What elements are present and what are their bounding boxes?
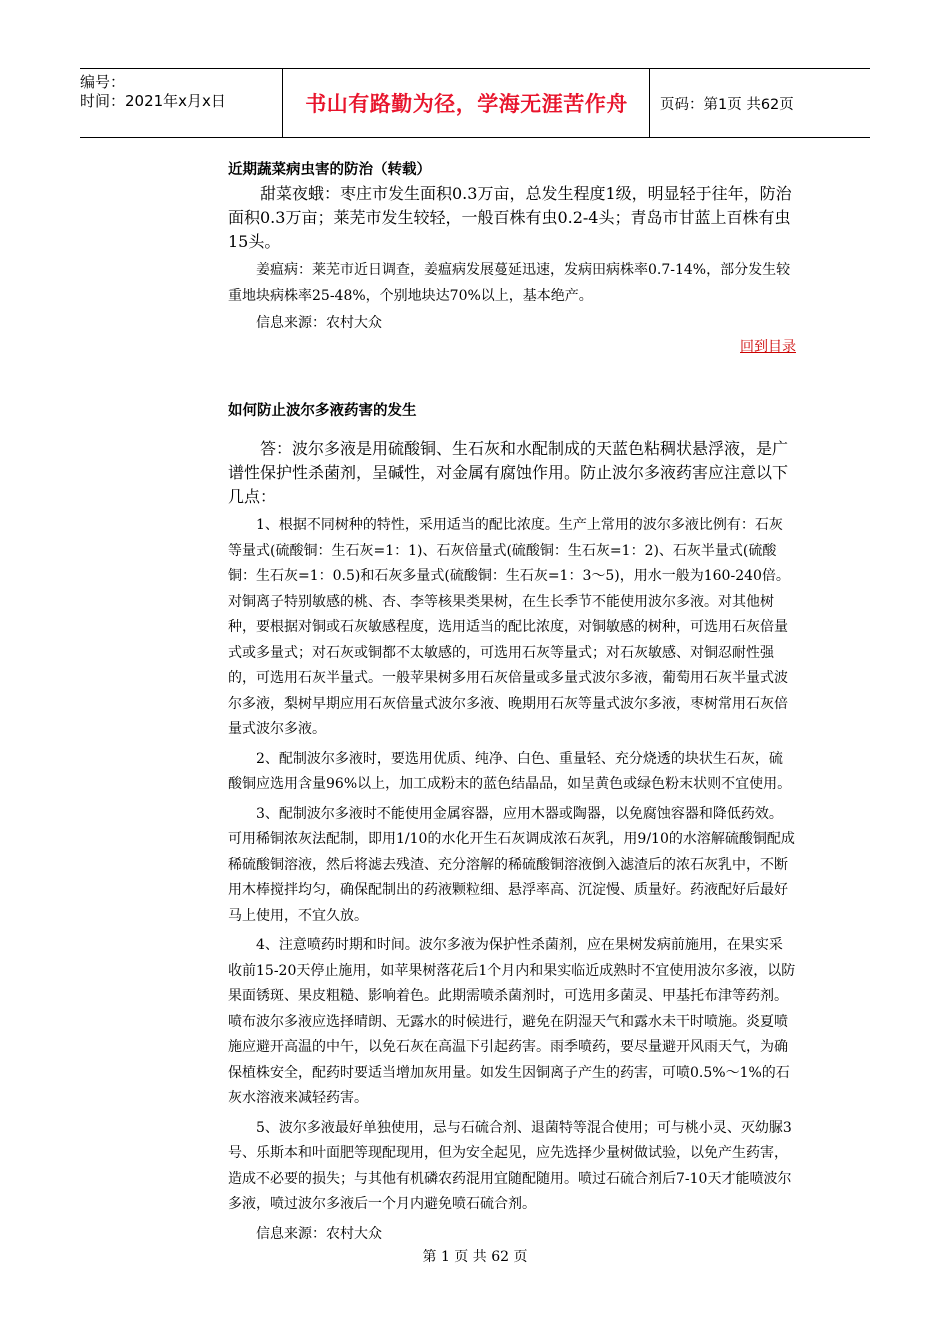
document-body	[228, 158, 796, 1246]
paragraph: 2、配制波尔多液时，要选用优质、纯净、白色、重量轻、充分烧透的块状生石灰，硫酸铜应选用含量96%以上，加工成粉末的蓝色结晶品，如呈黄色或绿色粉末状则不宜使用。	[228, 750, 792, 792]
paragraph: 1、根据不同树种的特性，采用适当的配比浓度。生产上常用的波尔多液比例有：石灰等量式(硫酸铜：生石灰=1：1)、石灰倍量式(硫酸铜：生石灰=1：2)、石灰半量式(硫酸铜：生石灰=1：0.5)和石灰多量式(硫酸铜：生石灰=1：3～5)，用水一般为160-240倍。对铜离子特别敏感的桃、杏、李等核果类果树，在生长季节不能使用波尔多液。对其他树种，要根据对铜或石灰敏感程度，选用适当的配比浓度，对铜敏感的树种，可选用石灰倍量式或多量式；对石灰或铜都不太敏感的，可选用石灰等量式；对石灰敏感、对铜忍耐性强的，可选用石灰半量式。一般苹果树多用石灰倍量或多量式波尔多液，葡萄用石灰半量式波尔多液，梨树早期应用石灰倍量式波尔多液、晚期用石灰等量式波尔多液，枣树常用石灰倍量式波尔多液。	[228, 517, 790, 737]
page-footer: 第 1 页 共 62 页	[422, 1249, 528, 1265]
paragraph: 3、配制波尔多液时不能使用金属容器，应用木器或陶器，以免腐蚀容器和降低药效。可用稀铜浓灰法配制，即用1/10的水化开生石灰调成浓石灰乳，用9/10的水溶解硫酸铜配成稀硫酸铜溶液，然后将滤去残渣、充分溶解的稀硫酸铜溶液倒入滤渣后的浓石灰乳中，不断用木棒搅拌均匀，确保配制出的药液颗粒细、悬浮率高、沉淀慢、质量好。药液配好后最好马上使用，不宜久放。	[228, 805, 795, 924]
document-header	[80, 68, 870, 138]
info-source: 信息来源：农村大众	[256, 315, 382, 331]
paragraph: 答：波尔多液是用硫酸铜、生石灰和水配制成的天蓝色粘稠状悬浮液，是广谱性保护性杀菌剂，呈碱性，对金属有腐蚀作用。防止波尔多液药害应注意以下几点：	[228, 439, 789, 506]
article-title: 如何防止波尔多液药害的发生	[228, 403, 417, 419]
info-source: 信息来源：农村大众	[256, 1225, 382, 1242]
paragraph: 4、注意喷药时期和时间。波尔多液为保护性杀菌剂，应在果树发病前施用，在果实采收前15-20天停止施用，如苹果树落花后1个月内和果实临近成熟时不宜使用波尔多液，以防果面锈斑、果皮粗糙、影响着色。此期需喷杀菌剂时，可选用多菌灵、甲基托布津等药剂。喷布波尔多液应选择晴朗、无露水的时候进行，避免在阴湿天气和露水未干时喷施。炎夏喷施应避开高温的中午，以免石灰在高温下引起药害。雨季喷药，要尽量避开风雨天气，为确保植株安全，配药时要适当增加灰用量。如发生因铜离子产生的药害，可喷0.5%～1%的石灰水溶液来减轻药害。	[228, 937, 796, 1106]
paragraph: 5、波尔多液最好单独使用，忌与石硫合剂、退菌特等混合使用；可与桃小灵、灭幼脲3号、乐斯本和叶面肥等现配现用，但为安全起见，应先选择少量树做试验，以免产生药害，造成不必要的损失；与其他有机磷农药混用宜随配随用。喷过石硫合剂后7-10天才能喷波尔多液，喷过波尔多液后一个月内避免喷石硫合剂。	[228, 1119, 792, 1212]
paragraph: 甜菜夜蛾：枣庄市发生面积0.3万亩，总发生程度1级，明显轻于往年，防治面积0.3万亩；莱芜市发生较轻，一般百株有虫0.2-4头；青岛市甘蓝上百株有虫15头。	[228, 184, 792, 251]
paragraph: 姜瘟病：莱芜市近日调查，姜瘟病发展蔓延迅速，发病田病株率0.7-14%，部分发生较重地块病株率25-48%，个别地块达70%以上，基本绝产。	[228, 262, 791, 304]
document-date-label: 时间：2021年x月x日	[80, 92, 226, 110]
header-page-label: 页码：第1页 共62页	[660, 96, 794, 113]
header-motto: 书山有路勤为径，学海无涯苦作舟	[284, 69, 650, 137]
back-to-toc-link[interactable]: 回到目录	[740, 339, 796, 355]
article-title: 近期蔬菜病虫害的防治（转载）	[228, 162, 431, 178]
document-number-label: 编号：	[80, 73, 126, 91]
header-meta-cell	[80, 69, 283, 137]
